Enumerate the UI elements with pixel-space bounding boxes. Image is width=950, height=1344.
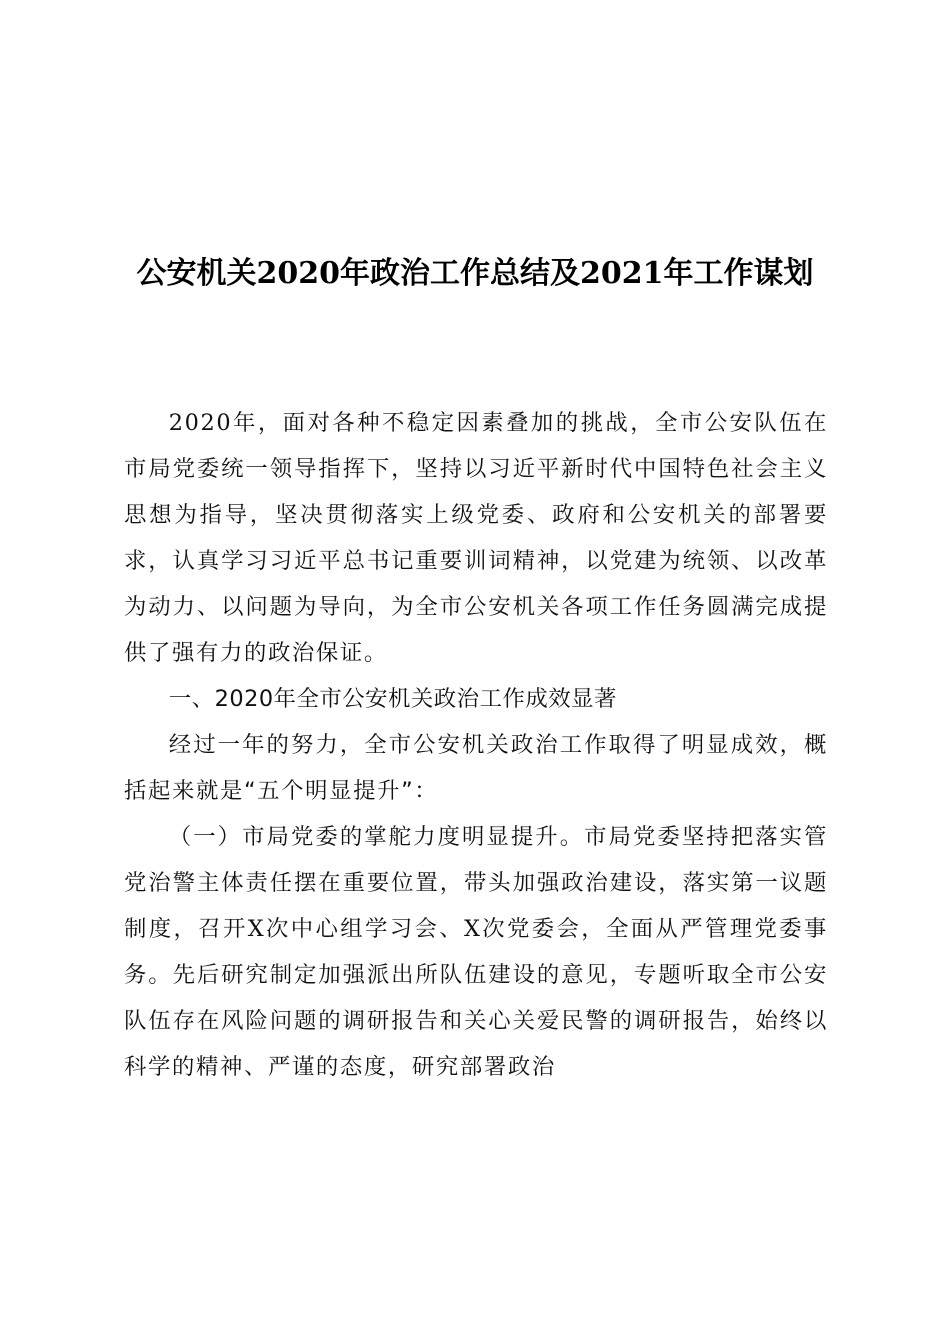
document-title: 公安机关2020年政治工作总结及2021年工作谋划 — [136, 256, 814, 291]
summary-colon: ： — [414, 778, 439, 804]
section-heading: 一、2020年全市公安机关政治工作成效显著 — [168, 686, 617, 712]
summary-text: 经过一年的努力，全市公安机关政治工作取得了明显成效，概括起来就是 — [124, 732, 828, 804]
document-body — [124, 400, 828, 1090]
summary-paragraph — [124, 722, 828, 814]
summary-quote: “五个明显提升” — [243, 778, 415, 804]
intro-paragraph: 2020年，面对各种不稳定因素叠加的挑战，全市公安队伍在市局党委统一领导指挥下，坚持以习近平新时代中国特色社会主义思想为指导，坚决贯彻落实上级党委、政府和公安机关的部署要求，认真学习习近平总书记重要训词精神，以党建为统领、以改革为动力、以问题为导向，为全市公安机关各项工作任务圆满完成提供了强有力的政治保证。 — [124, 410, 828, 666]
item-paragraph: （一）市局党委的掌舵力度明显提升。市局党委坚持把落实管党治警主体责任摆在重要位置，带头加强政治建设，落实第一议题制度，召开X次中心组学习会、X次党委会，全面从严管理党委事务。先后研究制定加强派出所队伍建设的意见，专题听取全市公安队伍存在风险问题的调研报告和关心关爱民警的调研报告，始终以科学的精神、严谨的态度，研究部署政治 — [124, 824, 828, 1080]
